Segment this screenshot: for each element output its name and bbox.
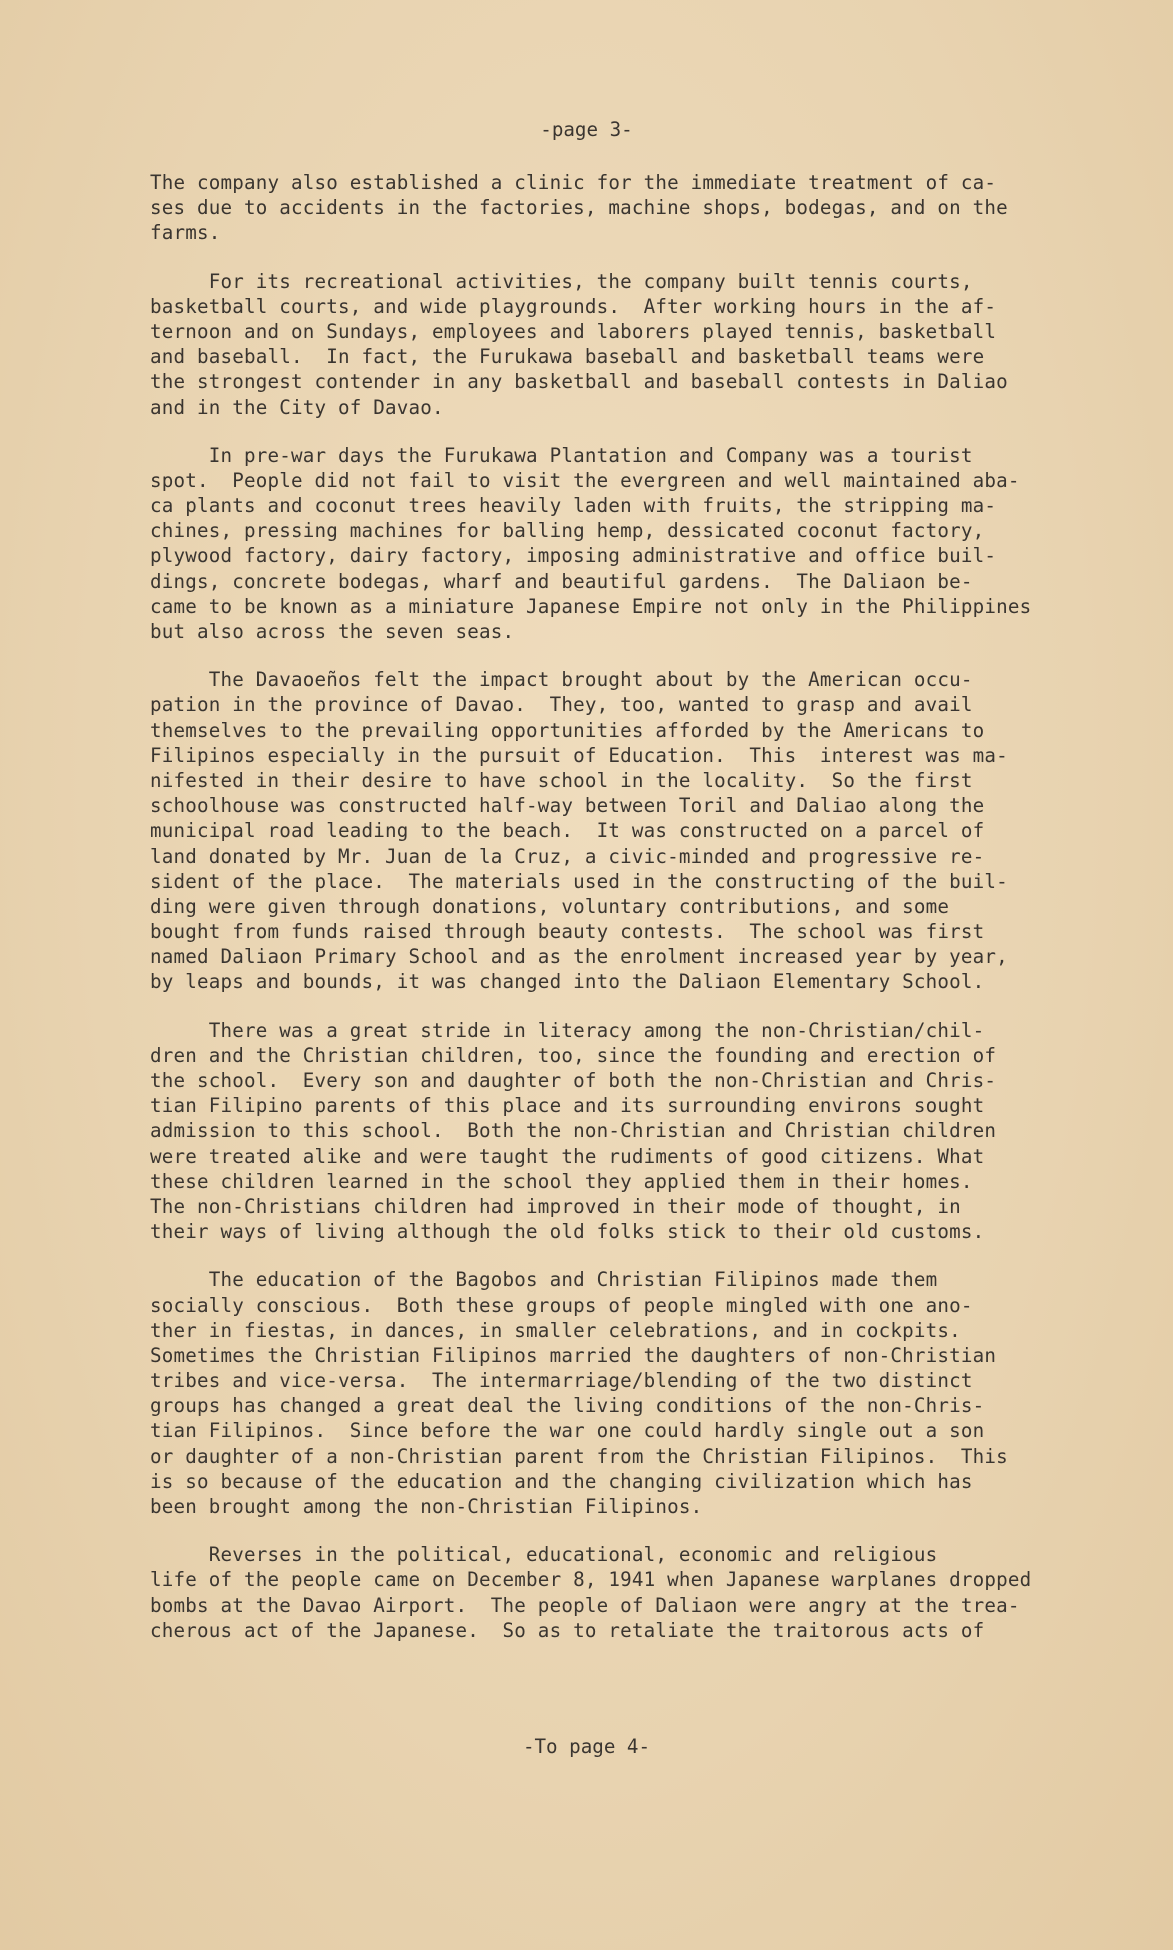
paragraph-literacy [150,1018,1070,1245]
text-line: the school. Every son and daughter of both the non-Christian and Chris- [150,1069,997,1092]
paragraph-school [150,667,1070,994]
text-line: ther in fiestas, in dances, in smaller celebrations, and in cockpits. [150,1318,961,1342]
text-line: tian Filipino parents of this place and its surrounding environs sought [150,1094,985,1118]
text-line: There was a great stride in literacy among the non-Christian/chil- [150,1018,985,1042]
text-line: is so because of the education and the changing civilization which has [150,1469,973,1493]
text-line: land donated by Mr. Juan de la Cruz, a civic-minded and progressive re- [150,844,985,868]
page-header: -page 3- [540,118,633,141]
text-line: ternoon and on Sundays, employees and laborers played tennis, basketball [150,319,997,343]
text-line: pation in the province of Davao. They, too, wanted to grasp and avail [150,693,973,717]
text-line: The company also established a clinic for the immediate treatment of ca- [150,171,997,194]
text-line: life of the people came on December 8, 1941 when Japanese warplanes dropped [150,1568,1032,1592]
text-line: came to be known as a miniature Japanese Empire not only in the Philippines [150,594,1032,618]
text-line: The non-Christians children had improved in their mode of thought, in [150,1194,961,1218]
text-line: spot. People did not fail to visit the evergreen and well maintained aba- [150,468,1020,492]
text-line: named Daliaon Primary School and as the enrolment increased year by year, [150,945,1008,969]
text-line: Reverses in the political, educational, economic and religious [150,1543,938,1567]
text-line: Sometimes the Christian Filipinos married the daughters of non-Christian [150,1343,997,1367]
text-line: The education of the Bagobos and Christian Filipinos made them [150,1268,938,1292]
text-line: municipal road leading to the beach. It was constructed on a parcel of [150,819,985,843]
text-line: by leaps and bounds, it was changed into the Daliaon Elementary School. [150,970,985,994]
text-line: themselves to the prevailing opportunities afforded by the Americans to [150,718,985,742]
text-line: or daughter of a non-Christian parent from the Christian Filipinos. This [150,1444,1008,1468]
text-line: the strongest contender in any basketball and baseball contests in Daliao [150,370,1008,394]
text-line: tribes and vice-versa. The intermarriage/blending of the two distinct [150,1369,973,1393]
text-line: tian Filipinos. Since before the war one could hardly single out a son [150,1419,985,1443]
text-line: farms. [150,221,221,245]
paragraph-reverses [150,1542,1070,1643]
text-line: plywood factory, dairy factory, imposing administrative and office buil- [150,544,997,568]
text-line: were treated alike and were taught the rudiments of good citizens. What [150,1144,985,1168]
text-line: ses due to accidents in the factories, machine shops, bodegas, and on the [150,196,1008,220]
text-line: and baseball. In fact, the Furukawa baseball and basketball teams were [150,345,985,369]
paragraph-tourist-spot [150,443,1070,645]
text-line: chines, pressing machines for balling hemp, dessicated coconut factory, [150,519,985,543]
text-line: cherous act of the Japanese. So as to retaliate the traitorous acts of [150,1618,985,1642]
text-line: basketball courts, and wide playgrounds. After working hours in the af- [150,294,997,318]
text-line: nifested in their desire to have school in the locality. So the first [150,768,973,792]
text-line: dren and the Christian children, too, since the founding and erection of [150,1043,997,1067]
text-line: bought from funds raised through beauty contests. The school was first [150,920,985,944]
text-line: Filipinos especially in the pursuit of Education. This interest was ma- [150,743,1008,767]
paragraph-recreation [150,269,1070,420]
text-line: and in the City of Davao. [150,395,444,419]
text-line: been brought among the non-Christian Filipinos. [150,1495,703,1518]
text-line: sident of the place. The materials used in the constructing of the buil- [150,869,1008,893]
text-line: admission to this school. Both the non-Christian and Christian children [150,1119,997,1143]
text-line: For its recreational activities, the company built tennis courts, [150,269,973,293]
text-line: In pre-war days the Furukawa Plantation and Company was a tourist [150,443,973,467]
text-line: The Davaoeños felt the impact brought about by the American occu- [150,668,973,692]
paragraph-clinic [150,170,1070,246]
text-line: groups has changed a great deal the living conditions of the non-Chris- [150,1394,985,1418]
text-line: their ways of living although the old folks stick to their old customs. [150,1220,985,1244]
text-line: dings, concrete bodegas, wharf and beautiful gardens. The Daliaon be- [150,569,973,593]
text-line: schoolhouse was constructed half-way between Toril and Daliao along the [150,794,985,818]
text-line: socially conscious. Both these groups of people mingled with one ano- [150,1293,973,1317]
text-line: these children learned in the school they applied them in their homes. [150,1169,973,1193]
paragraph-education-bagobos [150,1267,1070,1519]
text-line: ca plants and coconut trees heavily laden with fruits, the stripping ma- [150,494,997,518]
text-line: but also across the seven seas. [150,620,515,643]
text-line: bombs at the Davao Airport. The people of Daliaon were angry at the trea- [150,1593,1020,1617]
document-body [150,170,1070,1666]
page-footer: -To page 4- [522,1735,651,1758]
text-line: ding were given through donations, voluntary contributions, and some [150,894,950,918]
